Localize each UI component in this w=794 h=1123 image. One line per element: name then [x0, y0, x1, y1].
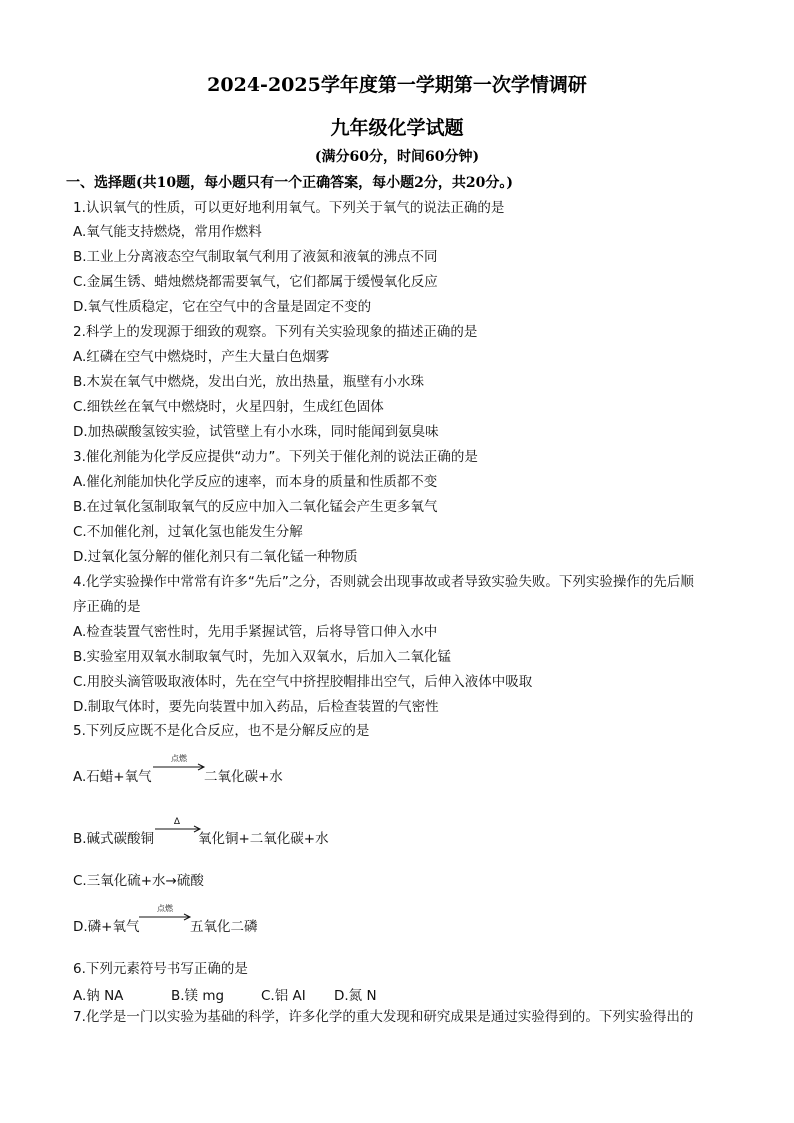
- q5-stem: 5.下列反应既不是化合反应，也不是分解反应的是: [73, 723, 370, 739]
- q2-option-b: B.木炭在氧气中燃烧，发出白光，放出热量，瓶壁有小水珠: [73, 374, 425, 390]
- q6-option-a: A.钠 NA: [73, 988, 124, 1004]
- q4-option-d: D.制取气体时，要先向装置中加入药品，后检查装置的气密性: [73, 699, 439, 715]
- section-heading: 一、选择题(共10题，每小题只有一个正确答案，每小题2分，共20分。): [66, 175, 513, 191]
- exam-subtitle: 九年级化学试题: [330, 117, 464, 139]
- q2-option-c: C.细铁丝在氧气中燃烧时，火星四射，生成红色固体: [73, 399, 384, 415]
- exam-title: 2024-2025学年度第一学期第一次学情调研: [207, 74, 587, 96]
- q1-option-d: D.氧气性质稳定，它在空气中的含量是固定不变的: [73, 299, 372, 315]
- q3-stem: 3.催化剂能为化学反应提供“动力”。下列关于催化剂的说法正确的是: [73, 449, 478, 465]
- q4-option-b: B.实验室用双氧水制取氧气时，先加入双氧水，后加入二氧化锰: [73, 649, 452, 665]
- q3-option-a: A.催化剂能加快化学反应的速率，而本身的质量和性质都不变: [73, 474, 438, 490]
- q5-a-condition: 点燃: [171, 754, 187, 763]
- q3-option-b: B.在过氧化氢制取氧气的反应中加入二氧化锰会产生更多氧气: [73, 499, 438, 515]
- q4-stem-line2: 序正确的是: [73, 599, 141, 615]
- q6-option-c: C.铝 AI: [261, 988, 306, 1004]
- q4-stem-line1: 4.化学实验操作中常常有许多“先后”之分，否则就会出现事故或者导致实验失败。下列实验操作的先后顺: [73, 574, 694, 590]
- q6-stem: 6.下列元素符号书写正确的是: [73, 961, 248, 977]
- q1-stem: 1.认识氧气的性质，可以更好地利用氧气。下列关于氧气的说法正确的是: [73, 200, 505, 216]
- q2-option-a: A.红磷在空气中燃烧时，产生大量白色烟雾: [73, 349, 330, 365]
- q1-option-a: A.氧气能支持燃烧，常用作燃料: [73, 224, 262, 240]
- q6-option-d: D.氮 N: [334, 988, 377, 1004]
- q2-option-d: D.加热碳酸氢铵实验，试管壁上有小水珠，同时能闻到氨臭味: [73, 424, 439, 440]
- q5-b-reactants: B.碱式碳酸铜: [73, 831, 155, 847]
- q2-stem: 2.科学上的发现源于细致的观察。下列有关实验现象的描述正确的是: [73, 324, 478, 340]
- reaction-arrow-icon: [137, 902, 193, 924]
- q6-option-b: B.镁 mg: [171, 988, 225, 1004]
- q5-a-reactants: A.石蜡+氧气: [73, 769, 152, 785]
- q5-b-products: 氧化铜+二氧化碳+水: [198, 831, 329, 847]
- q3-option-c: C.不加催化剂，过氧化氢也能发生分解: [73, 524, 303, 540]
- q4-option-a: A.检查装置气密性时，先用手紧握试管，后将导管口伸入水中: [73, 624, 438, 640]
- q1-option-b: B.工业上分离液态空气制取氧气利用了液氮和液氧的沸点不同: [73, 249, 438, 265]
- q5-option-c: C.三氧化硫+水→硫酸: [73, 873, 204, 889]
- q5-a-products: 二氧化碳+水: [204, 769, 283, 785]
- q5-d-reactants: D.磷+氧气: [73, 919, 140, 935]
- q4-option-c: C.用胶头滴管吸取液体时，先在空气中挤捏胶帽排出空气，后伸入液体中吸取: [73, 674, 533, 690]
- q3-option-d: D.过氧化氢分解的催化剂只有二氧化锰一种物质: [73, 549, 358, 565]
- reaction-arrow-icon: [151, 752, 207, 774]
- reaction-arrow-icon: [153, 814, 203, 836]
- q1-option-c: C.金属生锈、蜡烛燃烧都需要氧气，它们都属于缓慢氧化反应: [73, 274, 438, 290]
- q5-b-condition: Δ: [173, 817, 181, 827]
- q7-stem: 7.化学是一门以实验为基础的科学，许多化学的重大发现和研究成果是通过实验得到的。下列实验得出的: [73, 1009, 694, 1025]
- q5-d-condition: 点燃: [157, 904, 173, 913]
- q5-d-products: 五氧化二磷: [190, 919, 258, 935]
- exam-meta: (满分60分，时间60分钟): [314, 149, 480, 165]
